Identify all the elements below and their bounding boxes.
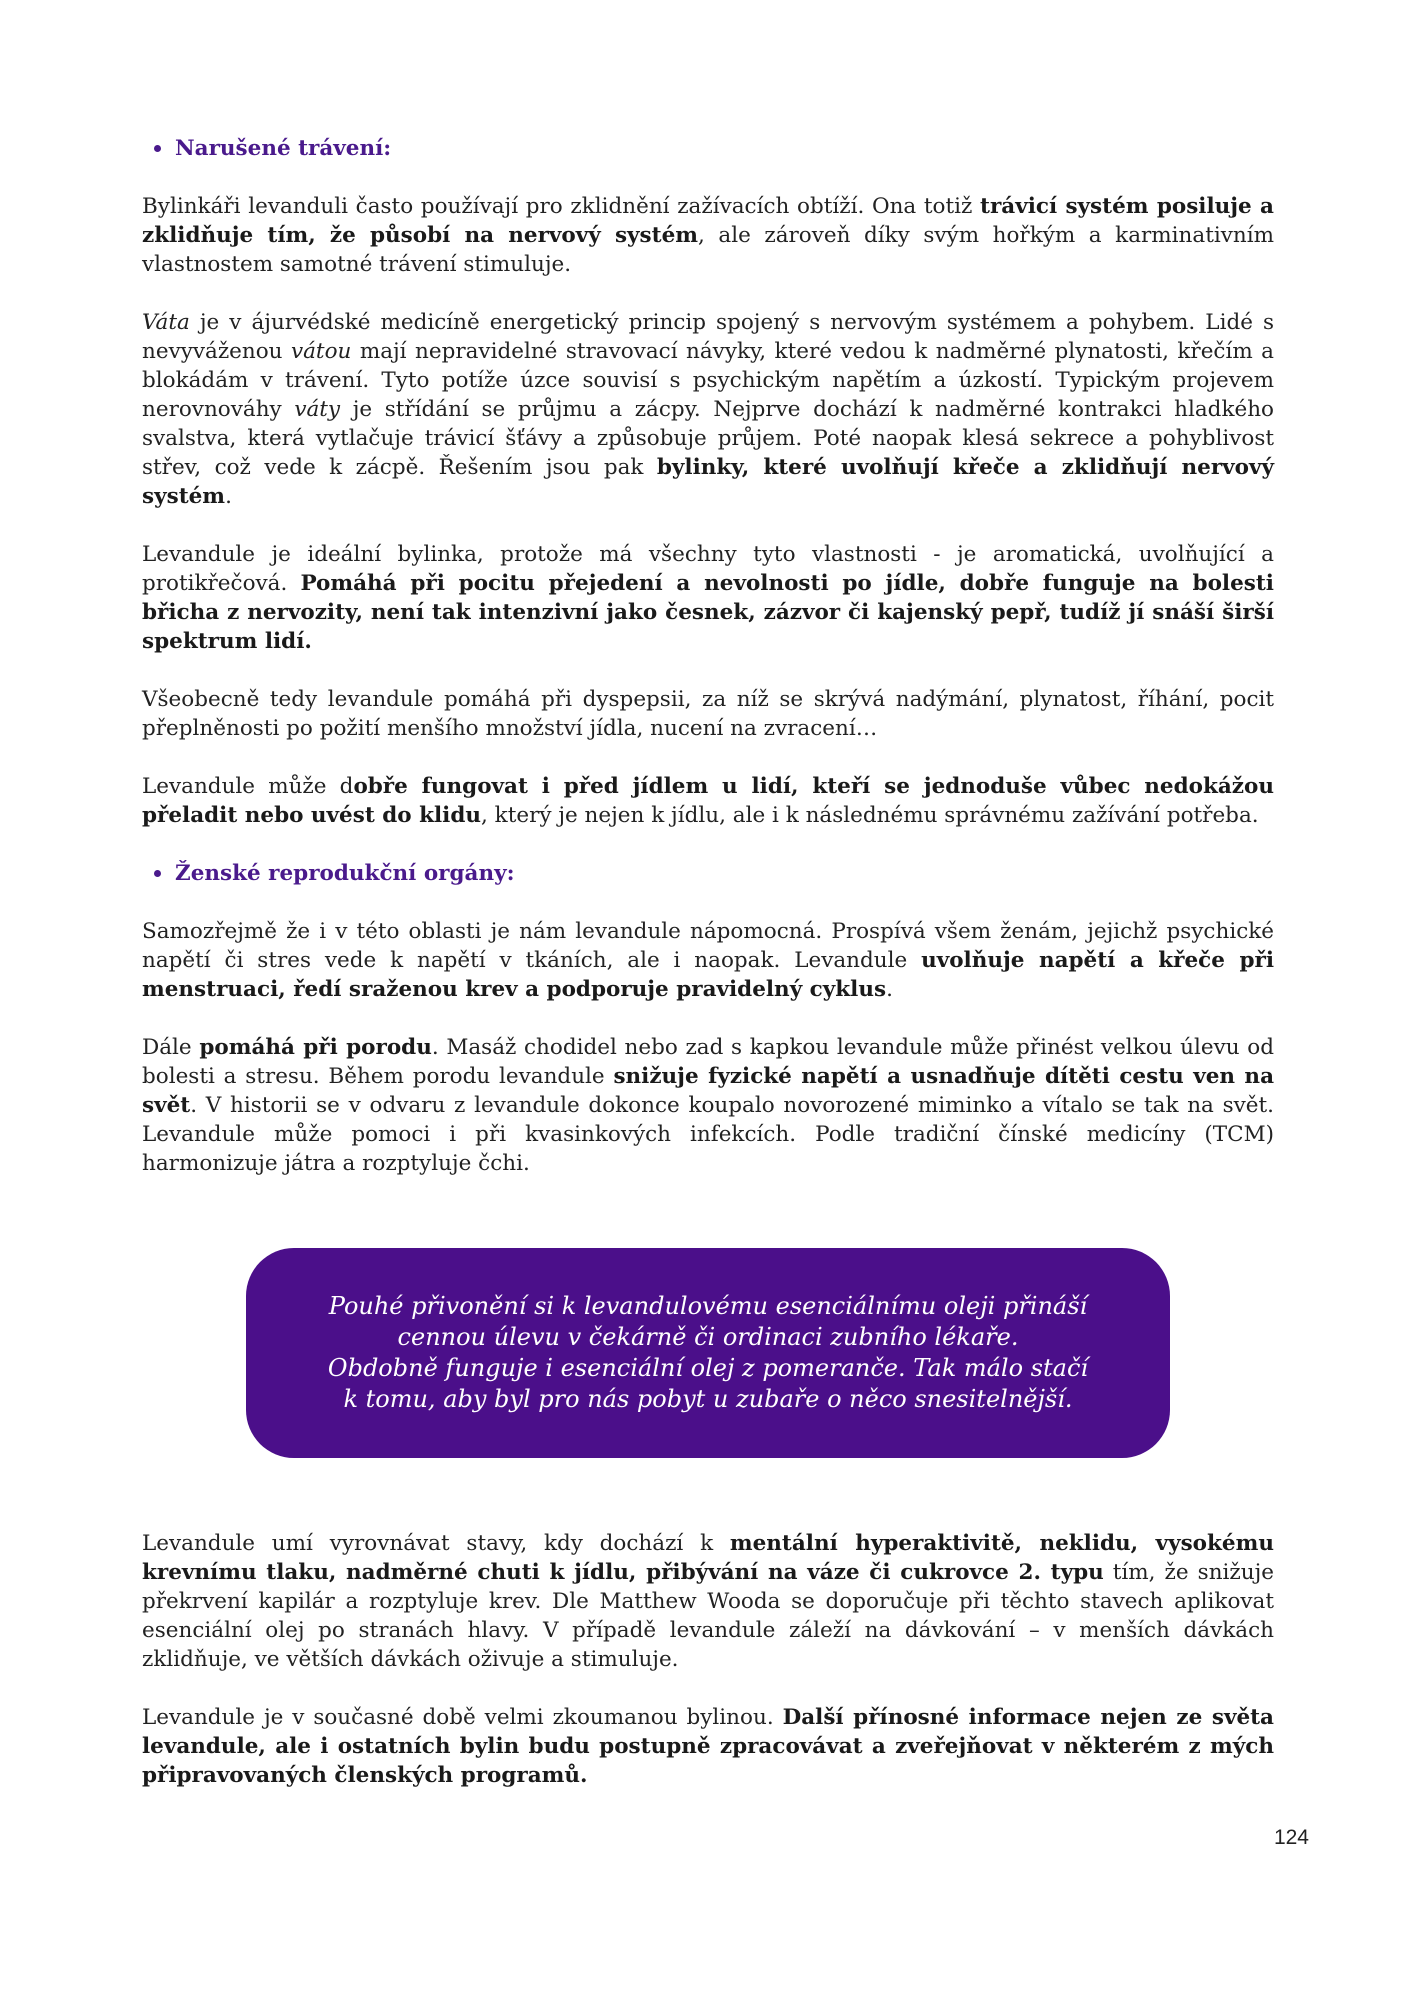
paragraph-digestion-intro: Bylinkáři levanduli často používají pro zklidnění zažívacích obtíží. Ona totiž trávicí systém posiluje a zklidňuje tím, že působí na nervový systém, ale zároveň díky svým hořkým a karminativním vlastnostem samotné trávení stimuluje. [142, 194, 1274, 277]
paragraph-childbirth: Dále pomáhá při porodu. Masáž chodidel nebo zad s kapkou levandule může přinést velkou úlevu od bolesti a stresu. Během porodu levandule snižuje fyzické napětí a usnadňuje dítěti cestu ven na svět. V historii se v odvaru z levandule dokonce koupalo novorozené miminko a vítalo se tak na svět. Levandule může pomoci i při kvasinkových infekcích. Podle tradiční čínské medicíny (TCM) harmonizuje játra a rozptyluje čchi. [142, 1035, 1274, 1176]
paragraph-vata: Váta je v ájurvédské medicíně energetický princip spojený s nervovým systémem a pohybem. Lidé s nevyváženou vátou mají nepravidelné stravovací návyky, které vedou k nadměrné plynatosti, křečím a blokádám v trávení. Tyto potíže úzce souvisí s psychickým napětím a úzkostí. Typickým projevem nerovnováhy váty je střídání se průjmu a zácpy. Nejprve dochází k nadměrné kontrakci hladkého svalstva, která vytlačuje trávicí šťávy a způsobuje průjem. Poté naopak klesá sekrece a pohyblivost střev, což vede k zácpě. Řešením jsou pak bylinky, které uvolňují křeče a zklidňují nervový systém. [142, 310, 1274, 509]
callout-line: cennou úlevu v čekárně či ordinaci zubního lékaře. [397, 1323, 1019, 1351]
paragraph-further-info: Levandule je v současné době velmi zkoumanou bylinou. Další přínosné informace nejen ze světa levandule, ale i ostatních bylin budu postupně zpracovávat a zveřejňovat v některém z mých připravovaných členských programů. [142, 1705, 1274, 1788]
page-content [142, 134, 1274, 1819]
callout-box [246, 1248, 1170, 1458]
bullet-icon [154, 145, 161, 152]
callout-line: Pouhé přivonění si k levandulovému esenciálnímu oleji přináší [328, 1292, 1088, 1320]
bullet-icon [154, 870, 161, 877]
callout-line: k tomu, aby byl pro nás pobyt u zubaře o něco snesitelnější. [343, 1385, 1073, 1413]
section-heading-digestion [142, 134, 1274, 163]
paragraph-before-meal: Levandule může dobře fungovat i před jídlem u lidí, kteří se jednoduše vůbec nedokážou přeladit nebo uvést do klidu, který je nejen k jídlu, ale i k následnému správnému zažívání potřeba. [142, 774, 1274, 828]
heading-text: Narušené trávení: [175, 136, 392, 161]
page-number: 124 [1273, 1826, 1309, 1849]
heading-text: Ženské reprodukční orgány: [175, 861, 515, 886]
section-heading-reproductive [142, 859, 1274, 888]
callout-wrapper [142, 1248, 1274, 1458]
callout-line: Obdobně funguje i esenciální olej z pomeranče. Tak málo stačí [327, 1354, 1089, 1382]
paragraph-menstruation: Samozřejmě že i v této oblasti je nám levandule nápomocná. Prospívá všem ženám, jejichž psychické napětí či stres vede k napětí v tkáních, ale i naopak. Levandule uvolňuje napětí a křeče při menstruaci, ředí sraženou krev a podporuje pravidelný cyklus. [142, 919, 1274, 1002]
paragraph-hyperactivity: Levandule umí vyrovnávat stavy, kdy dochází k mentální hyperaktivitě, neklidu, vysokému krevnímu tlaku, nadměrné chuti k jídlu, přibývání na váze či cukrovce 2. typu tím, že snižuje překrvení kapilár a rozptyluje krev. Dle Matthew Wooda se doporučuje při těchto stavech aplikovat esenciální olej po stranách hlavy. V případě levandule záleží na dávkování – v menších dávkách zklidňuje, ve větších dávkách oživuje a stimuluje. [142, 1531, 1274, 1672]
paragraph-ideal-herb: Levandule je ideální bylinka, protože má všechny tyto vlastnosti - je aromatická, uvolňující a protikřečová. Pomáhá při pocitu přejedení a nevolnosti po jídle, dobře funguje na bolesti břicha z nervozity, není tak intenzivní jako česnek, zázvor či kajenský pepř, tudíž jí snáší širší spektrum lidí. [142, 542, 1274, 654]
paragraph-dyspepsia: Všeobecně tedy levandule pomáhá při dyspepsii, za níž se skrývá nadýmání, plynatost, říhání, pocit přeplněnosti po požití menšího množství jídla, nucení na zvracení… [142, 687, 1274, 741]
